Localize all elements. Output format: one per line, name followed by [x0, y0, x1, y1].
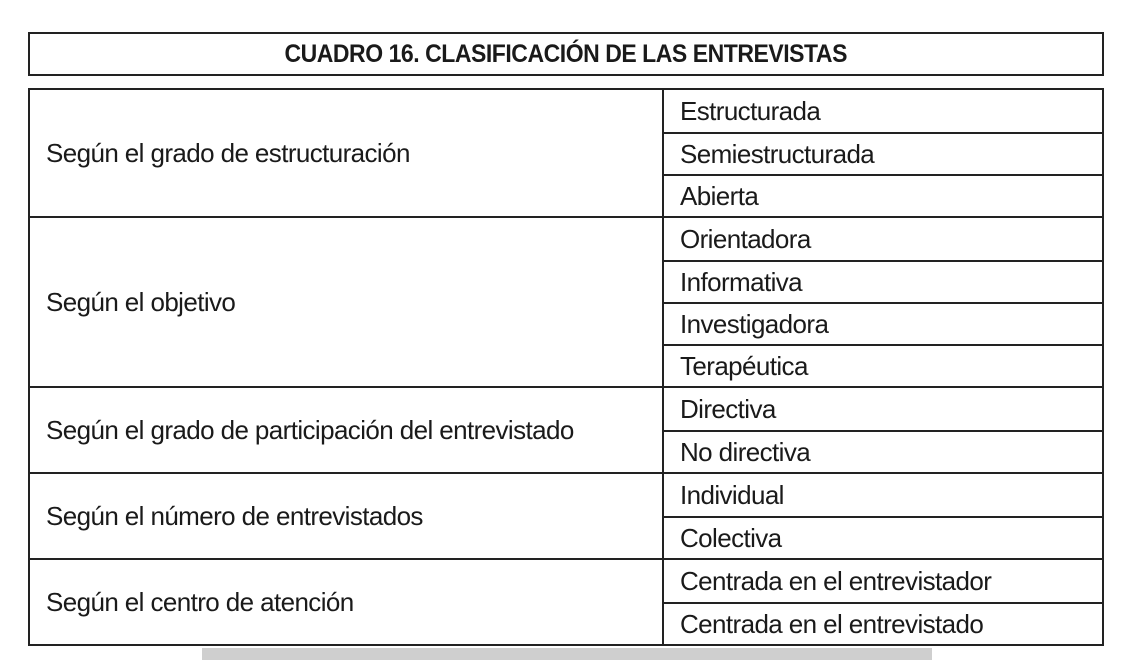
- types-column: [664, 560, 1102, 644]
- type-cell: Investigadora: [664, 302, 1102, 344]
- category-cell: Según el grado de estructuración: [30, 90, 664, 216]
- category-cell: Según el grado de participación del entrevistado: [30, 388, 664, 472]
- types-column: [664, 474, 1102, 558]
- category-cell: Según el centro de atención: [30, 560, 664, 644]
- table-group: [30, 386, 1102, 472]
- table-group: [30, 558, 1102, 644]
- table-group: [30, 216, 1102, 386]
- table-group: [30, 472, 1102, 558]
- type-cell: Abierta: [664, 174, 1102, 216]
- type-cell: Orientadora: [680, 223, 811, 254]
- table-title: CUADRO 16. CLASIFICACIÓN DE LAS ENTREVISTAS: [284, 39, 848, 68]
- type-cell: Directiva: [680, 393, 776, 424]
- type-cell: Semiestructurada: [664, 132, 1102, 174]
- category-cell: Según el número de entrevistados: [30, 474, 664, 558]
- type-cell: Individual: [680, 479, 784, 510]
- classification-table: [28, 88, 1104, 646]
- page-shadow: [202, 648, 932, 660]
- category-cell: Según el objetivo: [30, 218, 664, 386]
- types-column: [664, 218, 1102, 386]
- type-cell: No directiva: [664, 430, 1102, 472]
- type-cell: Terapéutica: [664, 344, 1102, 386]
- type-cell: Centrada en el entrevistador: [680, 565, 992, 596]
- type-cell: Centrada en el entrevistado: [664, 602, 1102, 644]
- types-column: [664, 90, 1102, 216]
- type-cell: Estructurada: [680, 95, 821, 126]
- type-cell: Colectiva: [664, 516, 1102, 558]
- types-column: [664, 388, 1102, 472]
- type-cell: Informativa: [664, 260, 1102, 302]
- table-title-box: [28, 32, 1104, 76]
- table-group: [30, 90, 1102, 216]
